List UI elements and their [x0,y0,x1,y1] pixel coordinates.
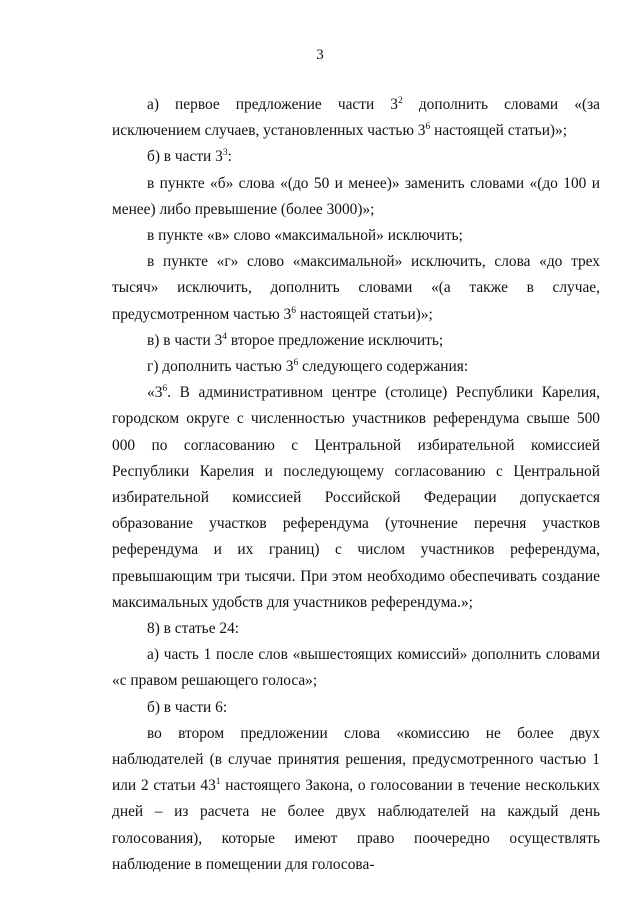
paragraph-a-part-1: а) часть 1 после слов «вышестоящих комиссий» дополнить словами «с правом решающего голоса»; [112,646,600,690]
paragraph-article-24: 8) в статье 24: [147,620,240,638]
paragraph-quoted-part-3-6: «$3^6$. В административном центре (столице) Республики Карелия, городском округе с численностью участников референдума свыше 500 000 по согласованию с Центральной избирательной комиссией Республики Карелия и последующему согласованию с Центральной избирательной комиссией Российской Федерации допускается образование участков референдума (уточнение перечня участков референдума и их границ) с числом участников референдума, превышающим три тысячи. При этом необходимо обеспечивать создание максимальных удобств для участников референдума.»; [112,384,600,611]
paragraph-point-g: в пункте «г» слово «максимальной» исключить, слова «до трех тысяч» исключить, дополнить словами «(а также в случае, предусмотренном частью $3^6$ настоящей статьи)»; [112,253,600,323]
paragraph-b-part-6: б) в части 6: [147,698,228,716]
paragraph-point-b: в пункте «б» слова «(до 50 и менее)» заменить словами «(до 100 и менее) либо превышение (более 3000)»; [112,174,600,218]
page-number: 3 [316,47,324,63]
paragraph-g-part-3-6: г) дополнить частью $3^6$ следующего содержания: [147,358,469,376]
paragraph-b-part-3-3: б) в части $3^3$: [147,148,232,166]
document-body [112,92,600,878]
paragraph-v-part-3-4: в) в части $3^4$ второе предложение исключить; [147,331,444,349]
paragraph-a-part-3-2: а) первое предложение части $3^2$ дополнить словами «(за исключением случаев, установленных частью $3^6$ настоящей статьи)»; [112,96,600,140]
paragraph-point-v: в пункте «в» слово «максимальной» исключить; [147,227,463,245]
paragraph-second-sentence: во втором предложении слова «комиссию не более двух наблюдателей (в случае принятия решения, предусмотренного частью 1 или 2 статьи $43^1$ настоящего Закона, о голосовании в течение нескольких дней – из расчета не более двух наблюдателей на каждый день голосования), которые имеют право поочередно осуществлять наблюдение в помещении для голосова- [112,724,600,873]
